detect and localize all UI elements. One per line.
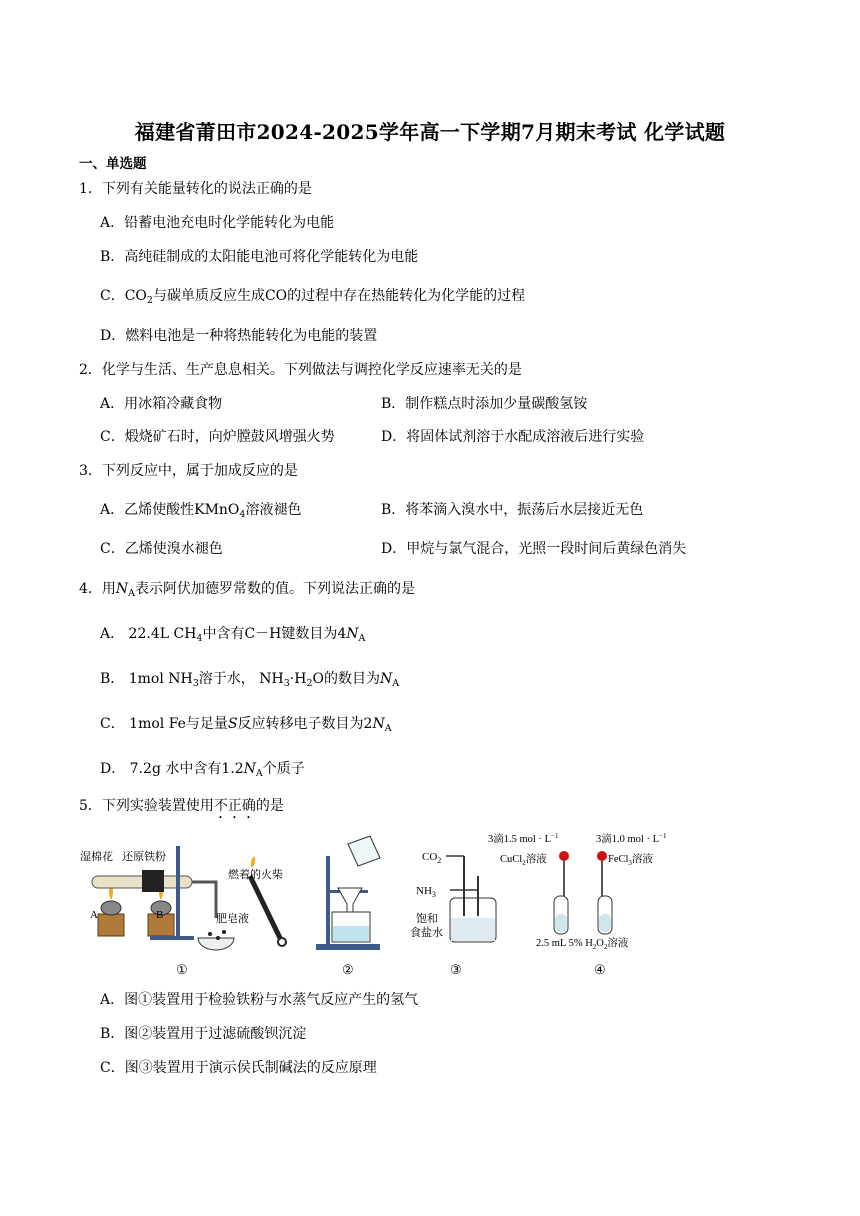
fig1-number: ① bbox=[176, 962, 188, 977]
figure-3-hou-process bbox=[410, 851, 496, 977]
q4-b-t1: B． 1mol NH bbox=[100, 671, 193, 687]
q4-option-d[interactable] bbox=[100, 760, 305, 778]
q4-option-a[interactable] bbox=[100, 625, 365, 643]
q1-option-a[interactable]: A．铅蓄电池充电时化学能转化为电能 bbox=[100, 215, 335, 231]
q1-stem: 1．下列有关能量转化的说法正确的是 bbox=[79, 181, 312, 197]
label-brine-1: 饱和 bbox=[416, 913, 438, 925]
q5-option-b[interactable]: B．图②装置用于过滤硫酸钡沉淀 bbox=[100, 1026, 307, 1042]
q5-stem-post: 的是 bbox=[255, 798, 284, 814]
q4-b-sub: 3 bbox=[192, 678, 199, 689]
label-left-sol: CuCl$_2$溶液 bbox=[500, 854, 547, 867]
label-co2: $CO_2$ bbox=[422, 851, 442, 865]
q4-d-t1: D． 7.2g 水中含有1.2 bbox=[100, 761, 244, 777]
q5-option-a[interactable]: A．图①装置用于检验铁粉与水蒸气反应产生的氢气 bbox=[100, 992, 419, 1008]
q4-b-n: N bbox=[379, 671, 393, 687]
q3-a-text: A．乙烯使酸性KMnO bbox=[100, 502, 240, 518]
page-title: 福建省莆田市2024-2025学年高一下学期7月期末考试 化学试题 bbox=[134, 120, 726, 144]
experiment-figure bbox=[80, 826, 700, 978]
q3-option-d[interactable]: D．甲烷与氯气混合，光照一段时间后黄绿色消失 bbox=[381, 541, 687, 557]
q1-c-sub: 2 bbox=[146, 295, 153, 306]
q4-b-t4: O的数目为 bbox=[312, 671, 380, 687]
q4-c-t1: C． 1mol Fe与足量 bbox=[100, 716, 228, 732]
q3-a-sub: 4 bbox=[239, 509, 246, 520]
q4-d-n: N bbox=[243, 761, 256, 777]
q4-b-sub3: 2 bbox=[306, 678, 313, 689]
q4-d-A: A bbox=[255, 768, 263, 779]
label-left-conc: 3滴1.5 mol · $L^{-1}$ bbox=[488, 832, 559, 845]
q4-c-t2: 反应转移电子数目为2 bbox=[237, 716, 373, 732]
figure-1-apparatus bbox=[80, 846, 286, 977]
figure-4-catalysis bbox=[488, 832, 667, 977]
figure-2-filtration bbox=[316, 836, 380, 977]
q2-stem: 2．化学与生活、生产息息相关。下列做法与调控化学反应速率无关的是 bbox=[79, 362, 522, 378]
fig2-number: ② bbox=[342, 962, 354, 977]
q4-b-sub2: 3 bbox=[283, 678, 290, 689]
q5-stem-emph: 不正确 bbox=[213, 798, 256, 814]
q4-a-t1: A． 22.4L CH bbox=[100, 626, 197, 642]
q4-stem-sub: A bbox=[128, 588, 136, 599]
q3-option-a[interactable] bbox=[100, 501, 301, 519]
q2-option-b[interactable]: B．制作糕点时添加少量碳酸氢铵 bbox=[381, 396, 588, 412]
q4-b-t2: 溶于水， NH bbox=[198, 671, 284, 687]
q2-option-a[interactable]: A．用冰箱冷藏食物 bbox=[100, 396, 223, 412]
q4-stem-post: 表示阿伏加德罗常数的值。下列说法正确的是 bbox=[135, 581, 416, 597]
q4-d-t2: 个质子 bbox=[262, 761, 305, 777]
q4-stem-pre: 4．用 bbox=[79, 581, 116, 597]
q4-c-n: N bbox=[372, 716, 385, 732]
q3-stem: 3．下列反应中，属于加成反应的是 bbox=[79, 463, 298, 479]
q4-c-A: A bbox=[384, 723, 392, 734]
label-right-sol: FeCl$_3$溶液 bbox=[608, 854, 653, 867]
label-a: A bbox=[90, 909, 98, 921]
section-heading: 一、单选题 bbox=[79, 156, 147, 172]
q4-a-A: A bbox=[358, 633, 366, 644]
label-brine-2: 食盐水 bbox=[410, 927, 443, 939]
q4-a-t2: 中含有C－H键数目为4 bbox=[202, 626, 347, 642]
q1-c-text: C．CO bbox=[100, 288, 147, 304]
q4-stem-n: N bbox=[115, 581, 129, 597]
q5-stem-pre: 5．下列实验装置使用 bbox=[79, 798, 214, 814]
label-h2o2: 2.5 mL 5% $H_2O_2$溶液 bbox=[536, 938, 629, 951]
fig4-number: ④ bbox=[594, 962, 606, 977]
q4-a-sub: 4 bbox=[196, 633, 203, 644]
q3-option-c[interactable]: C．乙烯使溴水褪色 bbox=[100, 541, 223, 557]
q1-c-text-post: 与碳单质反应生成CO的过程中存在热能转化为化学能的过程 bbox=[152, 288, 526, 304]
q1-option-c[interactable] bbox=[100, 287, 525, 305]
q1-option-b[interactable]: B．高纯硅制成的太阳能电池可将化学能转化为电能 bbox=[100, 249, 419, 265]
q4-b-t3: ·H bbox=[289, 671, 307, 687]
q3-option-b[interactable]: B．将苯滴入溴水中，振荡后水层接近无色 bbox=[381, 502, 644, 518]
q4-option-b[interactable] bbox=[100, 670, 399, 688]
q4-option-c[interactable] bbox=[100, 715, 392, 733]
label-iron-powder: 还原铁粉 bbox=[122, 851, 166, 863]
q1-option-d[interactable]: D．燃料电池是一种将热能转化为电能的装置 bbox=[100, 328, 378, 344]
label-b: B bbox=[156, 909, 164, 921]
q2-option-c[interactable]: C．煅烧矿石时，向炉膛鼓风增强火势 bbox=[100, 429, 335, 445]
label-right-conc: 3滴1.0 mol · $L^{-1}$ bbox=[596, 832, 667, 845]
label-nh3: $NH_3$ bbox=[416, 885, 436, 899]
q4-a-n: N bbox=[346, 626, 359, 642]
q4-stem bbox=[79, 580, 415, 598]
label-match: 燃着的火柴 bbox=[228, 869, 283, 881]
q5-stem bbox=[79, 797, 284, 822]
q4-c-s: S bbox=[227, 716, 238, 732]
label-wet-cotton: 湿棉花 bbox=[80, 851, 113, 863]
q3-a-text-post: 溶液褪色 bbox=[245, 502, 302, 518]
q4-b-A: A bbox=[392, 678, 400, 689]
label-soap: 肥皂液 bbox=[216, 913, 249, 925]
q2-option-d[interactable]: D．将固体试剂溶于水配成溶液后进行实验 bbox=[381, 429, 645, 445]
fig3-number: ③ bbox=[450, 962, 462, 977]
q5-option-c[interactable]: C．图③装置用于演示侯氏制碱法的反应原理 bbox=[100, 1060, 377, 1076]
